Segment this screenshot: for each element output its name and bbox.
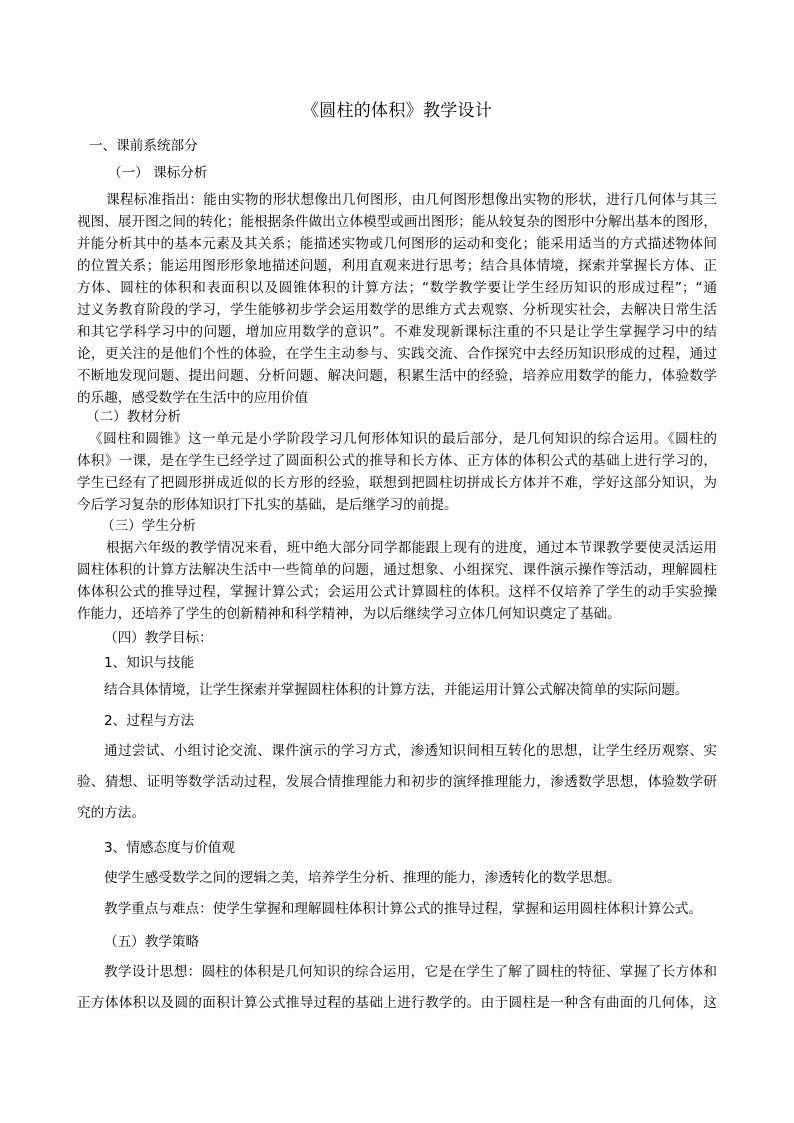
student-line-4: 作能力，还培养了学生的创新精神和科学精神，为以后继续学习立体几何知识奠定了基础。 bbox=[77, 606, 621, 622]
key-points-text: 教学重点与难点：使学生掌握和理解圆柱体积计算公式的推导过程，掌握和运用圆柱体积计算公式。 bbox=[104, 901, 703, 917]
curriculum-line-7: 和其它学科学习中的问题，增加应用数学的意识”。不难发现新课标注重的不只是让学生掌握学习中的结 bbox=[77, 324, 717, 340]
curriculum-line-8: 论，更关注的是他们个性的体验，在学生主动参与、实践交流、合作探究中去经历知识形成的过程，通过 bbox=[77, 346, 717, 362]
curriculum-line-9: 不断地发现问题、提出问题、分析问题、解决问题，积累生活中的经验，培养应用数学的能力，体验数学 bbox=[77, 368, 717, 384]
goal-2-line-1: 通过尝试、小组讨论交流、课件演示的学习方式，渗透知识间相互转化的思想，让学生经历观察、实 bbox=[104, 743, 717, 759]
goal-1-text: 结合具体情境，让学生探索并掌握圆柱体积的计算方法，并能运用计算公式解决简单的实际问题。 bbox=[104, 682, 689, 698]
strategy-line-1: 教学设计思想：圆柱的体积是几何知识的综合运用，它是在学生了解了圆柱的特征、掌握了长方体和 bbox=[104, 964, 717, 980]
goal-1-title: 1、知识与技能 bbox=[104, 655, 195, 671]
goal-2-line-2: 验、猜想、证明等数学活动过程，发展合情推理能力和初步的演绎推理能力，渗透数学思想，体验数学研 bbox=[77, 774, 717, 790]
goal-2-title: 2、过程与方法 bbox=[104, 713, 195, 729]
curriculum-line-2: 视图、展开图之间的转化；能根据条件做出立体模型或画出图形；能从较复杂的图形中分解出基本的图形， bbox=[77, 214, 717, 230]
student-line-2: 圆柱体积的计算方法解决生活中一些简单的问题，通过想象、小组探究、课件演示操作等活动，理解圆柱 bbox=[77, 562, 717, 578]
student-line-3: 体体积公式的推导过程，掌握计算公式；会运用公式计算圆柱的体积。这样不仅培养了学生的动手实验操 bbox=[77, 584, 717, 600]
curriculum-line-5: 方体、圆柱的体积和表面积以及圆锥体积的计算方法；“数学教学要让学生经历知识的形成过程”；“通 bbox=[77, 280, 717, 296]
heading-teaching-goals: （四）教学目标： bbox=[104, 630, 213, 646]
curriculum-line-3: 并能分析其中的基本元素及其关系；能描述实物或几何图形的运动和变化；能采用适当的方式描述物体间 bbox=[77, 236, 717, 252]
heading-teaching-strategy: （五）教学策略 bbox=[104, 934, 200, 950]
textbook-line-1: 《圆柱和圆锥》这一单元是小学阶段学习几何形体知识的最后部分，是几何知识的综合运用。《圆柱的 bbox=[89, 431, 717, 447]
curriculum-line-4: 的位置关系；能运用图形形象地描述问题，利用直观来进行思考；结合具体情境，探索并掌握长方体、正 bbox=[77, 258, 717, 274]
section-heading-pre-class: 一、课前系统部分 bbox=[89, 138, 198, 154]
textbook-line-3: 学生已经有了把圆形拼成近似的长方形的经验，联想到把圆柱切拼成长方体并不难，学好这部分知识，为 bbox=[77, 475, 717, 491]
curriculum-line-6: 过义务教育阶段的学习，学生能够初步学会运用数学的思维方式去观察、分析现实社会，去解决日常生活 bbox=[77, 302, 717, 318]
curriculum-line-10: 的乐趣，感受数学在生活中的应用价值 bbox=[77, 390, 309, 406]
textbook-line-2: 体积》一课，是在学生已经学过了圆面积公式的推导和长方体、正方体的体积公式的基础上进行学习的， bbox=[77, 453, 717, 469]
goal-2-line-3: 究的方法。 bbox=[77, 805, 145, 821]
textbook-line-4: 今后学习复杂的形体知识打下扎实的基础，是后继学习的前提。 bbox=[77, 497, 458, 513]
strategy-line-2: 正方体体积以及圆的面积计算公式推导过程的基础上进行教学的。由于圆柱是一种含有曲面的几何体，这 bbox=[77, 995, 717, 1011]
heading-textbook-analysis: （二）教材分析 bbox=[86, 409, 182, 425]
goal-3-title: 3、情感态度与价值观 bbox=[104, 840, 235, 856]
curriculum-line-1: 课程标准指出：能由实物的形状想像出几何图形，由几何图形想像出实物的形状，进行几何体与其三 bbox=[106, 192, 717, 208]
student-line-1: 根据六年级的教学情况来看，班中绝大部分同学都能跟上现有的进度，通过本节课教学要使灵活运用 bbox=[106, 540, 717, 556]
document-title: 《圆柱的体积》教学设计 bbox=[301, 101, 493, 121]
goal-3-text: 使学生感受数学之间的逻辑之美，培养学生分析、推理的能力，渗透转化的数学思想。 bbox=[104, 870, 621, 886]
heading-curriculum-analysis: （一） 课标分析 bbox=[108, 165, 208, 181]
heading-student-analysis: （三）学生分析 bbox=[101, 518, 197, 534]
